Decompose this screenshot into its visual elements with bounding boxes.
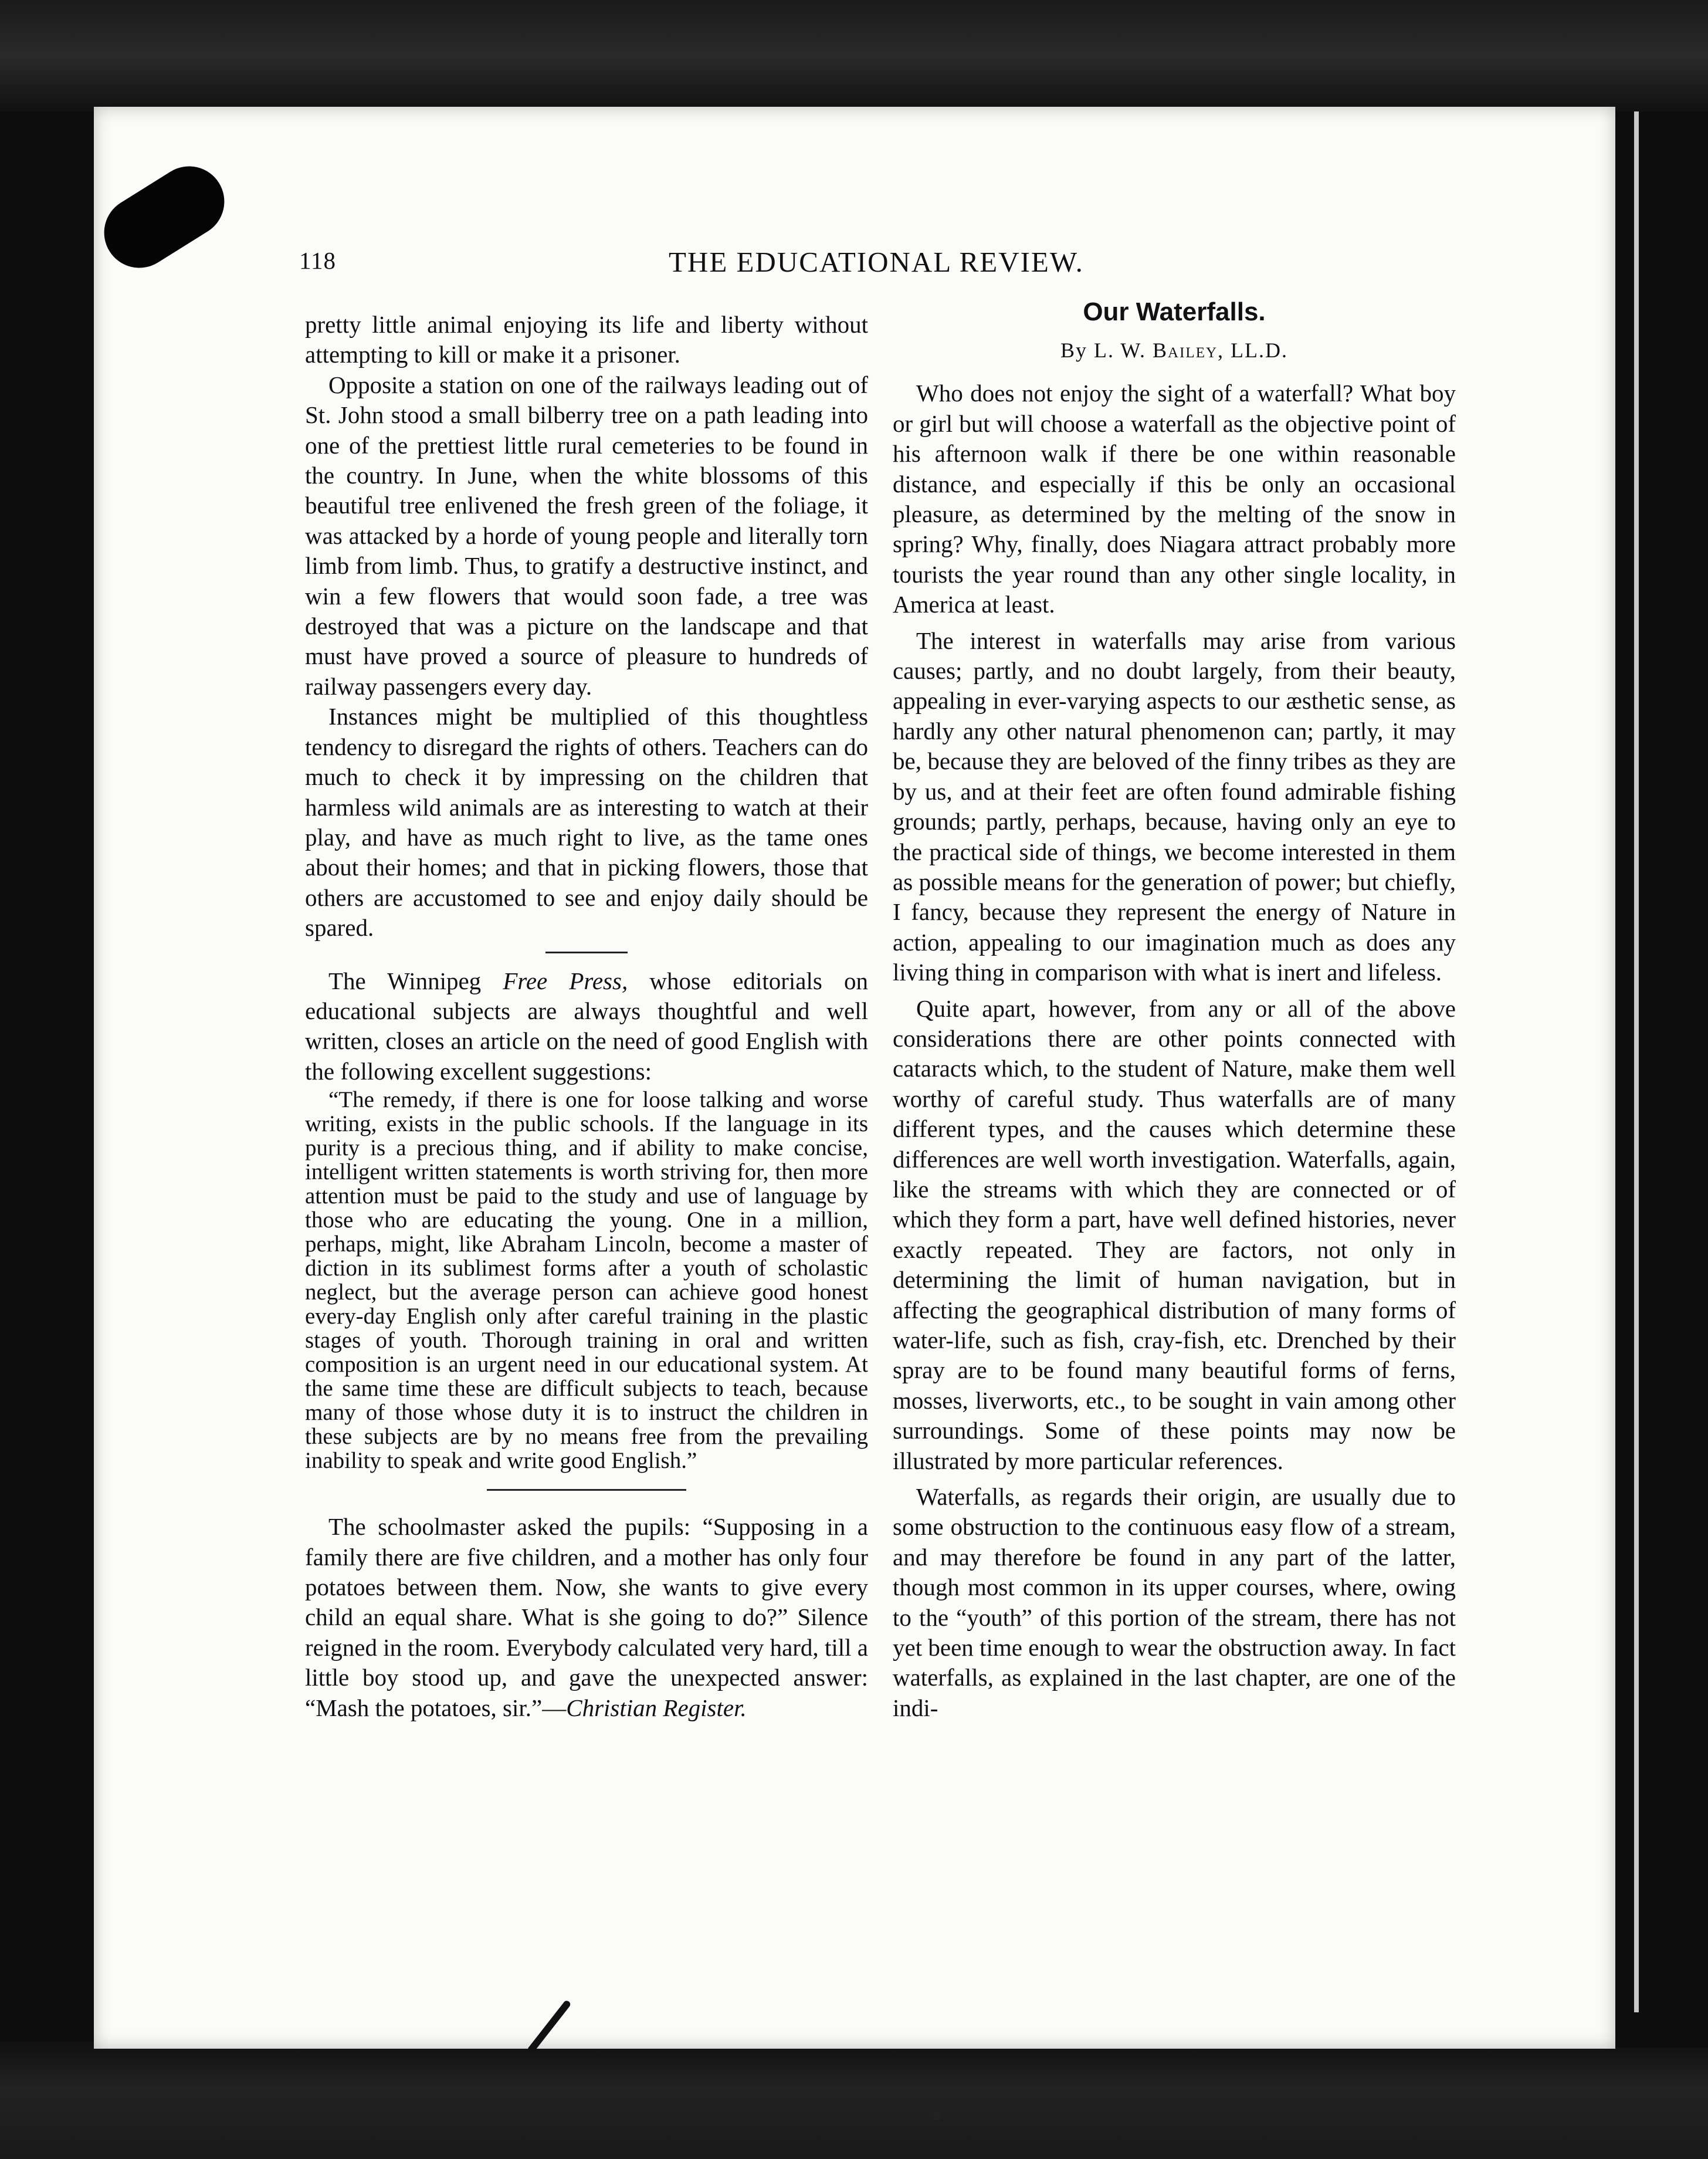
paragraph: Waterfalls, as regards their origin, are usually due to some obstruction to the continuous easy flow of a stream, and may therefore be found in any part of the latter, though most common in its upper courses, where, owing to the “youth” of this portion of the stream, there has not yet been time enough to wear the obstruction away. In fact waterfalls, as explained in the last chapter, are one of the indi- bbox=[893, 1483, 1456, 1721]
text-run: The Winnipeg bbox=[328, 967, 503, 994]
scan-top-border bbox=[0, 0, 1708, 111]
author-name: L. W. Bailey, LL.D. bbox=[1094, 339, 1288, 362]
paragraph: Quite apart, however, from any or all of the above considerations there are other points connected with cataracts which, to the student of Nature, make them well worthy of careful study. Thus waterfalls are of many different types, and the causes which determine these differences are well worth investigation. Waterfalls, again, like the streams with which they are connected or of which they form a part, have well defined histories, never exactly repeated. They are factors, not only in determining the limit of human navigation, but in affecting the geographical distribution of many forms of water-life, such as fish, cray-fish, etc. Drenched by their spray are to be found many beautiful forms of ferns, mosses, liverworts, etc., to be sought in vain among other surroundings. Some of these points may now be illustrated by more particular references. bbox=[893, 994, 1456, 1474]
left-column bbox=[305, 310, 868, 1723]
paragraph-anecdote bbox=[305, 1512, 868, 1723]
section-divider bbox=[545, 952, 628, 953]
paragraph: Instances might be multiplied of this thoughtless tendency to disregard the rights of others. Teachers can do much to check it by impressing on the children that harmless wild animals are as interesting to watch at their play, and have as much right to live, as the tame ones about their homes; and that in picking flowers, those that others are accustomed to see and enjoy daily should be spared. bbox=[305, 703, 868, 942]
paragraph: pretty little animal enjoying its life and liberty without attempting to kill or make it a prisoner. bbox=[305, 311, 868, 368]
scan-bottom-border bbox=[0, 2042, 1708, 2159]
text-run: whose editorials on educational subjects are always thoughtful and well written, closes an article on the need of good English with the following excellent suggestions: bbox=[305, 967, 868, 1085]
byline bbox=[893, 336, 1456, 366]
paragraph: The interest in waterfalls may arise from various causes; partly, and no doubt largely, from their beauty, appealing in ever-varying aspects to our æsthetic sense, as hardly any other natural phenomenon can; partly, it may be, because they are beloved of the finny tribes as they are by us, and at their feet are often found admirable fishing grounds; partly, perhaps, because, having only an eye to the practical side of things, we become interested in them as possible means for the generation of power; but chiefly, I fancy, because they represent the energy of Nature in action, appealing to our imagination much as does any living thing in comparison with what is inert and lifeless. bbox=[893, 627, 1456, 986]
scan-speck bbox=[176, 2089, 182, 2094]
adjacent-page-edge bbox=[1634, 111, 1639, 2012]
block-quote: “The remedy, if there is one for loose talking and worse writing, exists in the public schools. If the language in its purity is a precious thing, and if ability to make concise, intelligent written statements is worth striving for, then more attention must be paid to the study and use of language by those who are educating the young. One in a million, perhaps, might, like Abraham Lincoln, become a master of diction in its sublimest forms after a youth of scholastic neglect, but the average person can achieve good honest every-day English only after careful training in the plastic stages of youth. Thorough training in oral and written composition is an urgent need in our educational system. At the same time these are difficult subjects to teach, because many of those whose duty it is to instruct the children in these subjects are by no means free from the prevailing inability to speak and write good English.” bbox=[305, 1087, 868, 1474]
newspaper-title: Free Press, bbox=[503, 967, 628, 994]
scan-right-border bbox=[1615, 111, 1708, 2048]
running-head: THE EDUCATIONAL REVIEW. bbox=[669, 246, 1084, 278]
page-number: 118 bbox=[299, 247, 336, 274]
paragraph: Opposite a station on one of the railways leading out of St. John stood a small bilberry tree on a path leading into one of the prettiest little rural cemeteries to be found in the country. In June, when the white blossoms of this beautiful tree enlivened the fresh green of the foliage, it was attacked by a horde of young people and literally torn limb from limb. Thus, to gratify a destructive instinct, and win a few flowers that would soon fade, a tree was destroyed that was a picture on the landscape and that must have proved a source of pleasure to hundreds of railway passengers every day. bbox=[305, 371, 868, 700]
section-divider bbox=[487, 1489, 686, 1491]
byline-prefix: By bbox=[1060, 339, 1094, 362]
article-title: Our Waterfalls. bbox=[1083, 297, 1266, 326]
paragraph: Who does not enjoy the sight of a waterfall? What boy or girl but will choose a waterfall as the objective point of his afternoon walk if there be one within reasonable distance, and especially if this be only an occasional pleasure, as determined by the melting of the snow in spring? Why, finally, does Niagara attract probably more tourists the year round than any other single locality, in America at least. bbox=[893, 380, 1456, 618]
source-citation: Christian Register. bbox=[566, 1694, 747, 1721]
right-column bbox=[893, 295, 1456, 1723]
scan-speck bbox=[933, 2112, 941, 2120]
text-run: The schoolmaster asked the pupils: “Supposing in a family there are five children, and a mother has only four potatoes between them. Now, she wants to give every child an equal share. What is she going to do?” Silence reigned in the room. Everybody calculated very hard, till a little boy stood up, and gave the unexpected answer: “Mash the potatoes, sir.”— bbox=[305, 1513, 868, 1721]
paragraph-free-press bbox=[305, 966, 868, 1087]
page-header bbox=[299, 246, 1150, 282]
